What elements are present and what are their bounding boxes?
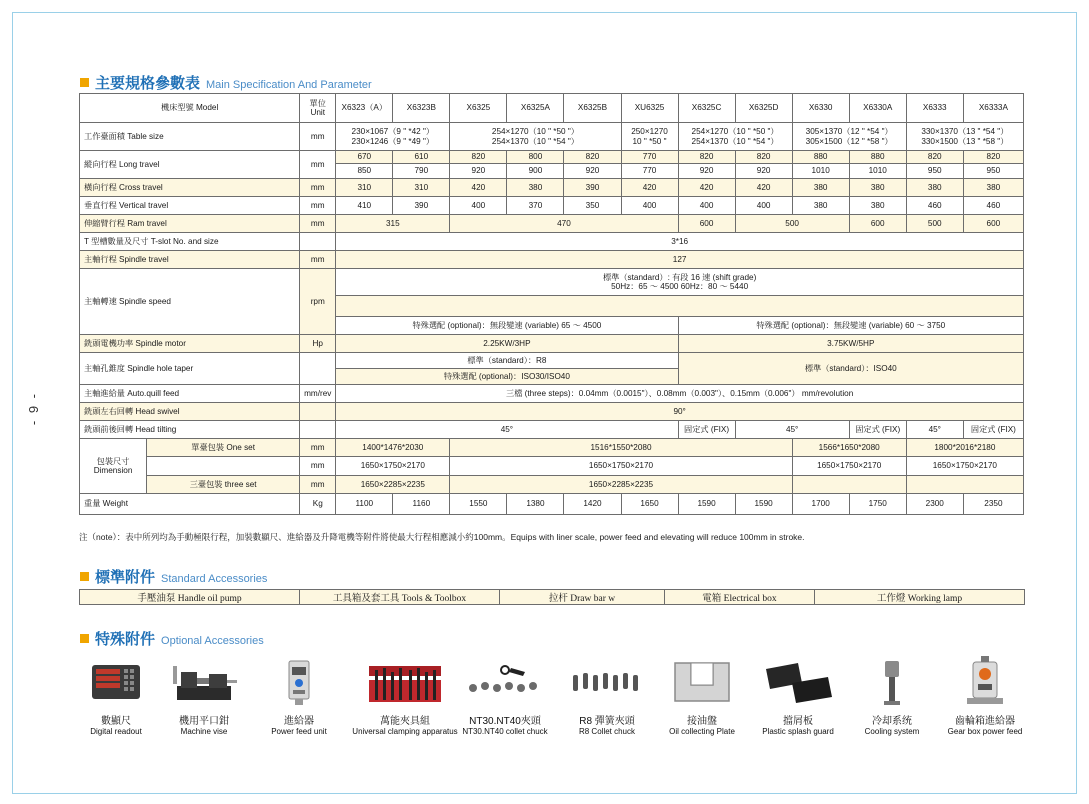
- cell: 1010: [849, 164, 906, 179]
- cell: 45°: [735, 421, 849, 439]
- row-label: 橫向行程 Cross travel: [80, 179, 300, 197]
- dimension-one-set: 單臺包裝 One set: [147, 439, 300, 457]
- cell: 3.75KW/5HP: [678, 335, 1023, 353]
- cell: 500: [735, 215, 849, 233]
- row-label: 銑頭電機功率 Spindle motor: [80, 335, 300, 353]
- cell: 880: [792, 151, 849, 164]
- row-unit: Kg: [300, 494, 336, 515]
- spec-heading-zh: 主要規格參數表: [95, 75, 201, 92]
- model-header: 機床型號 Model: [80, 94, 300, 123]
- cell: 2.25KW/3HP: [336, 335, 678, 353]
- cell: 950: [906, 164, 963, 179]
- cell: 410: [336, 197, 393, 215]
- spec-header-row: [80, 94, 1024, 123]
- optional-section-heading: [80, 628, 264, 649]
- cell: 610: [393, 151, 450, 164]
- cell: 400: [450, 197, 507, 215]
- cell: 380: [849, 179, 906, 197]
- accessory-zh: 擋屑板: [783, 716, 813, 727]
- footnote: 注（note）：表中所列均為手動極限行程，加裝數顯尺、進給器及升降電機等附件將使最大行程相應減小約100mm。Equips with liner scale, power feed and elevating will reduce 100mm in stroke.: [79, 532, 805, 542]
- model-col: X6323（A）: [336, 94, 393, 123]
- row-unit: mm: [300, 151, 336, 179]
- std-accessory: 拉杆 Draw bar w: [500, 590, 665, 605]
- cell: 1380: [507, 494, 564, 515]
- table-size-cell: 254×1270（10 " *50 "） 254×1370（10 " *54 "）: [678, 123, 792, 151]
- cell: 固定式 (FIX): [963, 421, 1023, 439]
- cell: 310: [336, 179, 393, 197]
- cell: 特殊選配 (optional)：ISO30/ISO40: [336, 369, 678, 385]
- cell: 820: [678, 151, 735, 164]
- spindle-speed-row: [80, 269, 1024, 296]
- cell: 880: [849, 151, 906, 164]
- oil-plate-icon: [652, 656, 752, 708]
- row-label: 伸縮臂行程 Ram travel: [80, 215, 300, 233]
- cell: 770: [621, 151, 678, 164]
- page-frame-bottom: [12, 793, 1077, 794]
- cell: 1160: [393, 494, 450, 515]
- row-unit: rpm: [300, 269, 336, 335]
- row-unit: mm: [300, 476, 336, 494]
- vertical-travel-row: [80, 197, 1024, 215]
- model-col: X6323B: [393, 94, 450, 123]
- ram-travel-row: [80, 215, 1024, 233]
- model-col: X6330A: [849, 94, 906, 123]
- cell: 370: [507, 197, 564, 215]
- cell: 1650×1750×2170: [906, 457, 1023, 476]
- cell: 3*16: [336, 233, 1024, 251]
- bullet-square-icon: [80, 634, 89, 643]
- accessory-zh: R8 彈簧夾頭: [579, 716, 635, 727]
- spec-table: [79, 93, 1024, 515]
- cell: 380: [963, 179, 1023, 197]
- cell: 90°: [336, 403, 1024, 421]
- standard-accessories-table: [79, 589, 1025, 605]
- cell: 特殊選配 (optional)：無段變速 (variable) 60 ～ 3750: [678, 317, 1023, 335]
- cell: 920: [564, 164, 621, 179]
- cell: 315: [336, 215, 450, 233]
- power-feed-icon: [249, 656, 349, 708]
- cell: 310: [393, 179, 450, 197]
- accessory-zh: 萬能夾具組: [380, 716, 430, 727]
- row-unit: [300, 233, 336, 251]
- cell: 380: [906, 179, 963, 197]
- accessory-en: Plastic splash guard: [762, 727, 834, 736]
- row-unit: mm: [300, 197, 336, 215]
- cell: 820: [564, 151, 621, 164]
- cell: 350: [564, 197, 621, 215]
- cell: 45°: [336, 421, 678, 439]
- collet-chuck-icon: [455, 656, 555, 708]
- cell: 380: [507, 179, 564, 197]
- cell-empty: [906, 476, 1023, 494]
- cell: 45°: [906, 421, 963, 439]
- head-tilting-row: [80, 421, 1024, 439]
- cell: 1550: [450, 494, 507, 515]
- row-unit: Hp: [300, 335, 336, 353]
- std-accessory: 電箱 Electrical box: [665, 590, 815, 605]
- cell: 820: [963, 151, 1023, 164]
- accessory-item: [154, 656, 254, 736]
- cell: 820: [735, 151, 792, 164]
- cell: 特殊選配 (optional)：無段變速 (variable) 65 ～ 4500: [336, 317, 678, 335]
- cell: 標準（standard）: 有段 16 速 (shift grade) 50Hz：65 ～ 4500 60Hz：80 ～ 5440: [336, 269, 1024, 296]
- cell: 固定式 (FIX): [678, 421, 735, 439]
- cell: 400: [735, 197, 792, 215]
- dimension-label: 包裝尺寸 Dimension: [80, 439, 147, 494]
- cell: 950: [963, 164, 1023, 179]
- cell: 470: [450, 215, 678, 233]
- row-unit: mm: [300, 123, 336, 151]
- spindle-travel-row: [80, 251, 1024, 269]
- standard-heading-en: Standard Accessories: [161, 573, 268, 585]
- model-col: X6330: [792, 94, 849, 123]
- standard-heading-zh: 標準附件: [95, 569, 156, 586]
- cell: 標準（standard）：R8: [336, 353, 678, 369]
- std-accessory: 工作燈 Working lamp: [815, 590, 1025, 605]
- row-label: 銑頭左右回轉 Head swivel: [80, 403, 300, 421]
- cell: 380: [792, 179, 849, 197]
- cell: 400: [621, 197, 678, 215]
- row-label: 垂直行程 Vertical travel: [80, 197, 300, 215]
- digital-readout-icon: [66, 656, 166, 708]
- cell: 127: [336, 251, 1024, 269]
- weight-row: [80, 494, 1024, 515]
- accessory-en: Gear box power feed: [947, 727, 1023, 736]
- cell: 1590: [678, 494, 735, 515]
- cell: 1650×2285×2235: [336, 476, 450, 494]
- standard-section-heading: [80, 566, 267, 587]
- bullet-square-icon: [80, 572, 89, 581]
- r8-collet-icon: [557, 656, 657, 708]
- row-unit: mm: [300, 215, 336, 233]
- cell-empty: [792, 476, 906, 494]
- accessory-item: [66, 656, 166, 736]
- cell: 標準（standard）：ISO40: [678, 353, 1023, 385]
- row-label: 工作臺面積 Table size: [80, 123, 300, 151]
- splash-guard-icon: [748, 656, 848, 708]
- model-col: X6333: [906, 94, 963, 123]
- model-col: X6325A: [507, 94, 564, 123]
- accessory-zh: 機用平口鉗: [179, 716, 229, 727]
- cell: 600: [678, 215, 735, 233]
- cell: 1650×1750×2170: [450, 457, 792, 476]
- cell: 380: [792, 197, 849, 215]
- page-frame-right: [1076, 12, 1077, 794]
- cooling-pump-icon: [842, 656, 942, 708]
- row-unit: mm: [300, 251, 336, 269]
- accessory-zh: 進給器: [284, 716, 314, 727]
- row-unit: mm: [300, 179, 336, 197]
- cell: 770: [621, 164, 678, 179]
- table-size-cell: 254×1270（10 " *50 "） 254×1370（10 " *54 "）: [450, 123, 621, 151]
- cell: 1420: [564, 494, 621, 515]
- cell: 三檔 (three steps)：0.04mm（0.0015"）、0.08mm（0.003"）、0.15mm（0.006"） mm/revolution: [336, 385, 1024, 403]
- accessory-en: NT30.NT40 collet chuck: [462, 727, 548, 736]
- table-size-cell: 330×1370（13 " *54 "） 330×1500（13 " *58 "）: [906, 123, 1023, 151]
- accessory-zh: 冷却系统: [872, 716, 912, 727]
- clamping-kit-icon: [350, 656, 460, 708]
- cell-empty: [336, 296, 1024, 317]
- page-number: - 9 -: [26, 392, 41, 426]
- page-frame-top: [12, 12, 1077, 13]
- cell-empty: [147, 457, 300, 476]
- row-label: 主軸進給量 Auto.quill feed: [80, 385, 300, 403]
- model-col: X6325D: [735, 94, 792, 123]
- accessory-zh: NT30.NT40夾頭: [469, 716, 541, 727]
- cell: 600: [963, 215, 1023, 233]
- row-unit: [300, 421, 336, 439]
- accessory-item: [455, 656, 555, 736]
- cell: 670: [336, 151, 393, 164]
- accessory-en: Oil collecting Plate: [669, 727, 735, 736]
- table-size-row: [80, 123, 1024, 151]
- table-size-cell: 230×1067（9 " *42 "） 230×1246（9 " *49 "）: [336, 123, 450, 151]
- spindle-motor-row: [80, 335, 1024, 353]
- cell: 1800*2016*2180: [906, 439, 1023, 457]
- spec-heading-en: Main Specification And Parameter: [206, 79, 372, 91]
- cell: 850: [336, 164, 393, 179]
- row-unit: mm: [300, 457, 336, 476]
- accessory-en: Machine vise: [180, 727, 228, 736]
- cell: 2300: [906, 494, 963, 515]
- cell: 460: [963, 197, 1023, 215]
- row-label: 主軸孔錐度 Spindle hole taper: [80, 353, 300, 385]
- dimension-row-2: [80, 457, 1024, 476]
- cell: 1700: [792, 494, 849, 515]
- row-unit: [300, 403, 336, 421]
- dimension-row-1: [80, 439, 1024, 457]
- unit-header: 單位 Unit: [300, 94, 336, 123]
- model-col: X6325C: [678, 94, 735, 123]
- model-col: XU6325: [621, 94, 678, 123]
- row-unit: mm: [300, 439, 336, 457]
- cell: 900: [507, 164, 564, 179]
- machine-vise-icon: [154, 656, 254, 708]
- cell: 1650×1750×2170: [792, 457, 906, 476]
- row-unit: [300, 353, 336, 385]
- accessory-item: [652, 656, 752, 736]
- cell: 600: [849, 215, 906, 233]
- accessory-item: [748, 656, 848, 736]
- row-unit: mm/rev: [300, 385, 336, 403]
- cell: 800: [507, 151, 564, 164]
- cell: 1650×1750×2170: [336, 457, 450, 476]
- spec-section-heading: [80, 72, 372, 93]
- cell: 2350: [963, 494, 1023, 515]
- table-size-cell: 305×1370（12 " *54 "） 305×1500（12 " *58 "）: [792, 123, 906, 151]
- std-accessory: 工具箱及套工具 Tools & Toolbox: [300, 590, 500, 605]
- accessory-zh: 數顯尺: [101, 716, 131, 727]
- cell: 500: [906, 215, 963, 233]
- long-travel-row: [80, 151, 1024, 164]
- row-label: 主軸轉速 Spindle speed: [80, 269, 300, 335]
- accessory-en: Cooling system: [864, 727, 920, 736]
- cell: 1100: [336, 494, 393, 515]
- row-label: 主軸行程 Spindle travel: [80, 251, 300, 269]
- cell: 420: [735, 179, 792, 197]
- hole-taper-row: [80, 353, 1024, 369]
- table-size-cell: 250×1270 10 " *50 ": [621, 123, 678, 151]
- model-col: X6333A: [963, 94, 1023, 123]
- accessory-en: Power feed unit: [271, 727, 327, 736]
- row-label: 重量 Weight: [80, 494, 300, 515]
- bullet-square-icon: [80, 78, 89, 87]
- std-accessory: 手壓油泵 Handle oil pump: [80, 590, 300, 605]
- dimension-row-3: [80, 476, 1024, 494]
- quill-feed-row: [80, 385, 1024, 403]
- cell: 400: [678, 197, 735, 215]
- cell: 1400*1476*2030: [336, 439, 450, 457]
- gearbox-feed-icon: [935, 656, 1035, 708]
- accessory-item: [249, 656, 349, 736]
- row-label: T 型槽數量及尺寸 T-slot No. and size: [80, 233, 300, 251]
- accessory-zh: 接油盤: [687, 716, 717, 727]
- cell: 380: [849, 197, 906, 215]
- cell: 820: [450, 151, 507, 164]
- dimension-three-set: 三臺包裝 three set: [147, 476, 300, 494]
- cross-travel-row: [80, 179, 1024, 197]
- accessory-item: [557, 656, 657, 736]
- accessory-item: [842, 656, 942, 736]
- model-col: X6325B: [564, 94, 621, 123]
- optional-heading-zh: 特殊附件: [95, 631, 156, 648]
- optional-heading-en: Optional Accessories: [161, 635, 264, 647]
- row-label: 縱向行程 Long travel: [80, 151, 300, 179]
- accessory-item: [935, 656, 1035, 736]
- cell: 920: [735, 164, 792, 179]
- cell: 1010: [792, 164, 849, 179]
- cell: 420: [678, 179, 735, 197]
- cell: 390: [564, 179, 621, 197]
- optional-accessories-row: [80, 656, 1032, 740]
- cell: 460: [906, 197, 963, 215]
- model-col: X6325: [450, 94, 507, 123]
- cell: 390: [393, 197, 450, 215]
- cell: 1590: [735, 494, 792, 515]
- cell: 1650×2285×2235: [450, 476, 792, 494]
- cell: 420: [450, 179, 507, 197]
- accessory-item: [350, 656, 460, 736]
- cell: 固定式 (FIX): [849, 421, 906, 439]
- row-label: 銑頭前後回轉 Head tilting: [80, 421, 300, 439]
- cell: 1566*1650*2080: [792, 439, 906, 457]
- cell: 420: [621, 179, 678, 197]
- accessory-zh: 齒輪箱進給器: [955, 716, 1015, 727]
- cell: 1650: [621, 494, 678, 515]
- cell: 1750: [849, 494, 906, 515]
- accessory-en: Digital readout: [90, 727, 142, 736]
- head-swivel-row: [80, 403, 1024, 421]
- cell: 1516*1550*2080: [450, 439, 792, 457]
- t-slot-row: [80, 233, 1024, 251]
- cell: 790: [393, 164, 450, 179]
- cell: 920: [678, 164, 735, 179]
- cell: 920: [450, 164, 507, 179]
- cell: 820: [906, 151, 963, 164]
- page-frame-left: [12, 12, 13, 794]
- accessory-en: R8 Collet chuck: [578, 727, 636, 736]
- accessory-en: Universal clamping apparatus: [352, 727, 458, 736]
